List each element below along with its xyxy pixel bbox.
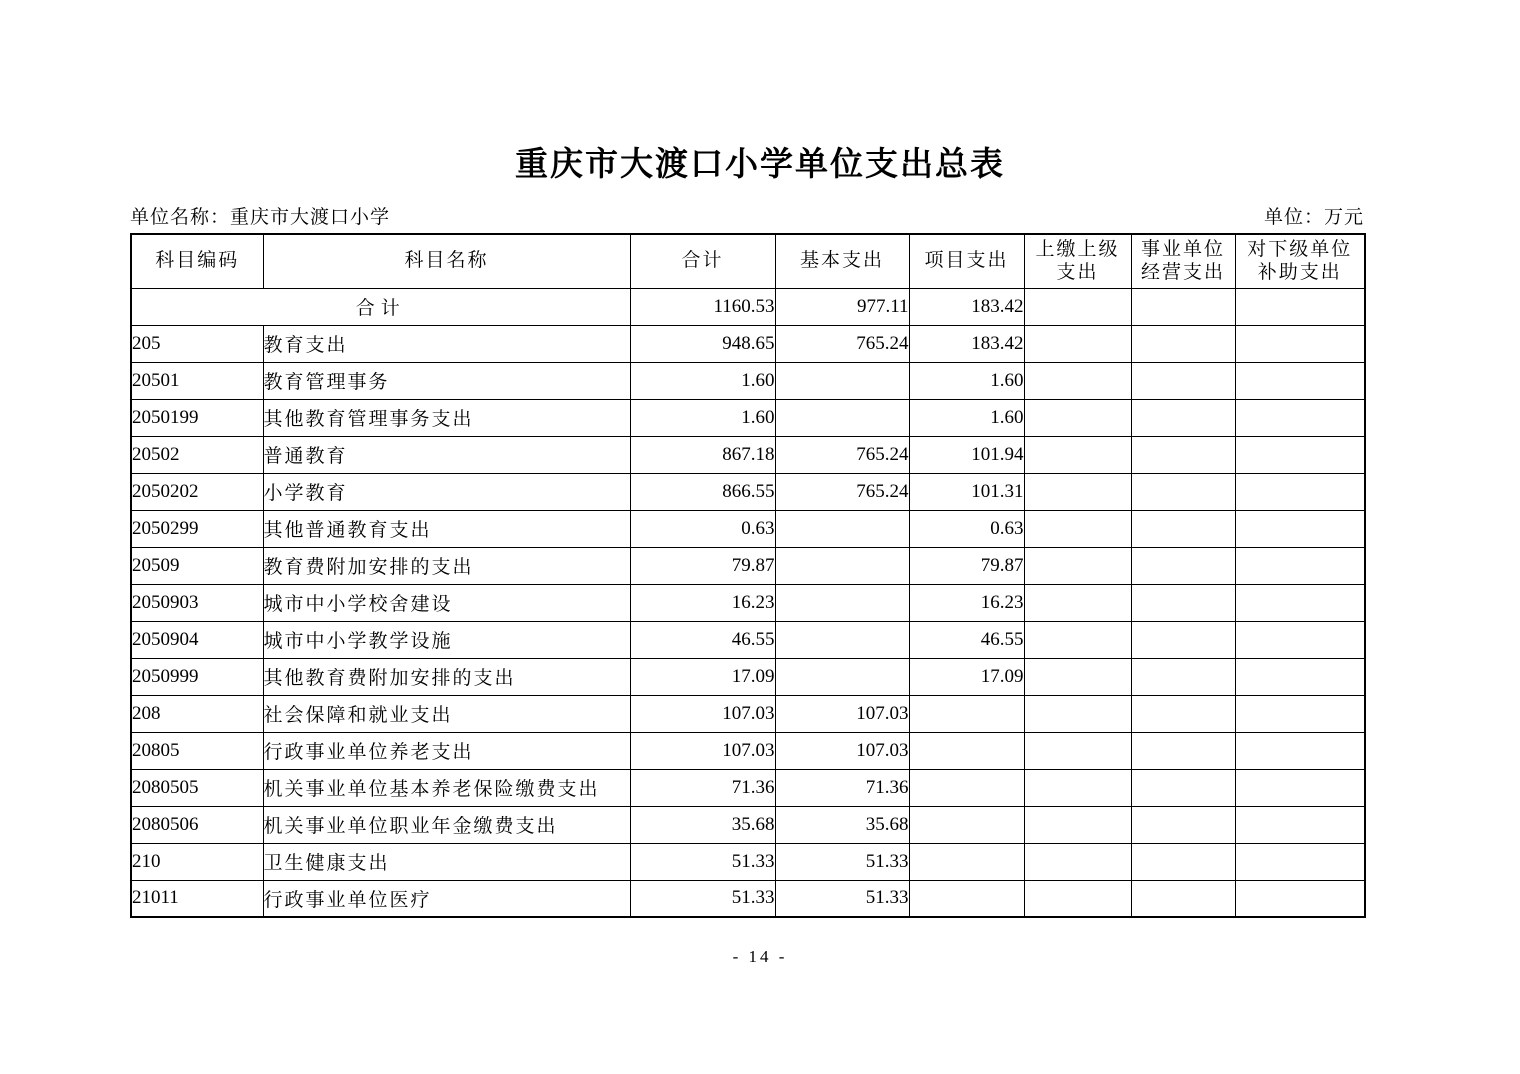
expenditure-summary-table: [130, 233, 1366, 918]
subject-code-cell: 20502: [131, 436, 263, 473]
project-expenditure-cell: 17.09: [909, 658, 1024, 695]
table-row: [131, 325, 1365, 362]
basic-expenditure-cell: [775, 584, 909, 621]
business-operation-cell: [1131, 843, 1235, 880]
basic-expenditure-cell: [775, 658, 909, 695]
basic-expenditure-cell: 71.36: [775, 769, 909, 806]
total-value-cell: 51.33: [630, 843, 775, 880]
header-subsidy-line2: 补助支出: [1257, 262, 1342, 284]
basic-expenditure-cell: [775, 621, 909, 658]
subject-code-cell: 2050999: [131, 658, 263, 695]
project-expenditure-cell: [909, 695, 1024, 732]
basic-expenditure-cell: 51.33: [775, 843, 909, 880]
business-operation-cell: [1131, 473, 1235, 510]
subject-name-cell: 教育支出: [263, 325, 630, 362]
upper-level-payment-cell: [1024, 880, 1131, 917]
unit-name-label: 单位名称：重庆市大渡口小学: [130, 207, 391, 228]
subsidy-cell: [1235, 362, 1365, 399]
subject-name-cell: 行政事业单位医疗: [263, 880, 630, 917]
project-expenditure-cell: 101.31: [909, 473, 1024, 510]
basic-expenditure-cell: 977.11: [775, 288, 909, 325]
table-row: [131, 658, 1365, 695]
subsidy-cell: [1235, 473, 1365, 510]
upper-level-payment-cell: [1024, 695, 1131, 732]
subject-name-cell: 社会保障和就业支出: [263, 695, 630, 732]
subsidy-cell: [1235, 288, 1365, 325]
subsidy-cell: [1235, 732, 1365, 769]
header-project-expenditure: 项目支出: [909, 234, 1024, 288]
header-upper-level-payment-line1: 上缴上级: [1035, 238, 1120, 260]
table-row: [131, 621, 1365, 658]
total-value-cell: 51.33: [630, 880, 775, 917]
table-row: [131, 695, 1365, 732]
business-operation-cell: [1131, 399, 1235, 436]
upper-level-payment-cell: [1024, 399, 1131, 436]
upper-level-payment-cell: [1024, 584, 1131, 621]
upper-level-payment-cell: [1024, 769, 1131, 806]
upper-level-payment-cell: [1024, 510, 1131, 547]
subject-code-cell: 2050199: [131, 399, 263, 436]
project-expenditure-cell: 0.63: [909, 510, 1024, 547]
business-operation-cell: [1131, 362, 1235, 399]
total-value-cell: 867.18: [630, 436, 775, 473]
subject-name-cell: 卫生健康支出: [263, 843, 630, 880]
business-operation-cell: [1131, 325, 1235, 362]
business-operation-cell: [1131, 769, 1235, 806]
header-total: 合计: [630, 234, 775, 288]
subsidy-cell: [1235, 880, 1365, 917]
business-operation-cell: [1131, 436, 1235, 473]
subject-code-cell: 20501: [131, 362, 263, 399]
basic-expenditure-cell: 107.03: [775, 695, 909, 732]
upper-level-payment-cell: [1024, 658, 1131, 695]
subject-name-cell: 教育费附加安排的支出: [263, 547, 630, 584]
table-row: [131, 473, 1365, 510]
header-subsidy-to-lower-units: [1235, 234, 1365, 288]
page-number: - 14 -: [732, 947, 788, 966]
subject-name-cell: 普通教育: [263, 436, 630, 473]
header-business-operation-expenditure: [1131, 234, 1235, 288]
subsidy-cell: [1235, 510, 1365, 547]
subsidy-cell: [1235, 621, 1365, 658]
subject-code-cell: 208: [131, 695, 263, 732]
upper-level-payment-cell: [1024, 732, 1131, 769]
total-value-cell: 79.87: [630, 547, 775, 584]
project-expenditure-cell: 183.42: [909, 288, 1024, 325]
header-upper-level-payment: [1024, 234, 1131, 288]
subsidy-cell: [1235, 806, 1365, 843]
project-expenditure-cell: 1.60: [909, 362, 1024, 399]
business-operation-cell: [1131, 658, 1235, 695]
table-row: [131, 732, 1365, 769]
project-expenditure-cell: [909, 732, 1024, 769]
subject-name-cell: 其他教育费附加安排的支出: [263, 658, 630, 695]
subject-code-cell: 21011: [131, 880, 263, 917]
project-expenditure-cell: [909, 769, 1024, 806]
subject-name-cell: 机关事业单位职业年金缴费支出: [263, 806, 630, 843]
unit-of-measure-label: 单位：万元: [1263, 207, 1364, 228]
header-basic-expenditure: 基本支出: [775, 234, 909, 288]
upper-level-payment-cell: [1024, 436, 1131, 473]
subject-name-cell: 其他普通教育支出: [263, 510, 630, 547]
total-value-cell: 107.03: [630, 732, 775, 769]
business-operation-cell: [1131, 732, 1235, 769]
upper-level-payment-cell: [1024, 621, 1131, 658]
subsidy-cell: [1235, 547, 1365, 584]
header-subject-code: 科目编码: [131, 234, 263, 288]
subject-name-cell: 教育管理事务: [263, 362, 630, 399]
total-row-label-cell: 合计: [131, 288, 630, 325]
table-row: [131, 880, 1365, 917]
table-row: [131, 547, 1365, 584]
subsidy-cell: [1235, 843, 1365, 880]
subject-code-cell: 20805: [131, 732, 263, 769]
page-title: 重庆市大渡口小学单位支出总表: [515, 145, 1005, 182]
project-expenditure-cell: 79.87: [909, 547, 1024, 584]
subsidy-cell: [1235, 436, 1365, 473]
subject-code-cell: 205: [131, 325, 263, 362]
business-operation-cell: [1131, 621, 1235, 658]
project-expenditure-cell: 101.94: [909, 436, 1024, 473]
project-expenditure-cell: 46.55: [909, 621, 1024, 658]
project-expenditure-cell: [909, 843, 1024, 880]
basic-expenditure-cell: [775, 399, 909, 436]
total-value-cell: 866.55: [630, 473, 775, 510]
table-row: [131, 510, 1365, 547]
total-value-cell: 35.68: [630, 806, 775, 843]
header-subject-name: 科目名称: [263, 234, 630, 288]
subsidy-cell: [1235, 584, 1365, 621]
project-expenditure-cell: 16.23: [909, 584, 1024, 621]
total-value-cell: 0.63: [630, 510, 775, 547]
total-value-cell: 16.23: [630, 584, 775, 621]
basic-expenditure-cell: 35.68: [775, 806, 909, 843]
subsidy-cell: [1235, 695, 1365, 732]
table-body: [131, 288, 1365, 917]
total-value-cell: 17.09: [630, 658, 775, 695]
subsidy-cell: [1235, 769, 1365, 806]
header-upper-level-payment-line2: 支出: [1056, 262, 1099, 284]
info-line: [130, 202, 1364, 229]
subject-name-cell: 小学教育: [263, 473, 630, 510]
business-operation-cell: [1131, 880, 1235, 917]
project-expenditure-cell: 183.42: [909, 325, 1024, 362]
project-expenditure-cell: 1.60: [909, 399, 1024, 436]
total-value-cell: 46.55: [630, 621, 775, 658]
table-header-row: [131, 234, 1365, 288]
upper-level-payment-cell: [1024, 288, 1131, 325]
table-row: [131, 436, 1365, 473]
subject-name-cell: 行政事业单位养老支出: [263, 732, 630, 769]
total-value-cell: 1.60: [630, 399, 775, 436]
basic-expenditure-cell: 107.03: [775, 732, 909, 769]
subject-code-cell: 2050904: [131, 621, 263, 658]
table-row: [131, 769, 1365, 806]
basic-expenditure-cell: [775, 547, 909, 584]
header-subsidy-line1: 对下级单位: [1247, 238, 1353, 260]
subject-name-cell: 城市中小学校舍建设: [263, 584, 630, 621]
business-operation-cell: [1131, 584, 1235, 621]
table-row: [131, 806, 1365, 843]
business-operation-cell: [1131, 510, 1235, 547]
total-value-cell: 948.65: [630, 325, 775, 362]
subject-code-cell: 210: [131, 843, 263, 880]
upper-level-payment-cell: [1024, 843, 1131, 880]
subject-code-cell: 2050299: [131, 510, 263, 547]
total-value-cell: 71.36: [630, 769, 775, 806]
subsidy-cell: [1235, 658, 1365, 695]
subject-code-cell: 2080505: [131, 769, 263, 806]
basic-expenditure-cell: [775, 510, 909, 547]
basic-expenditure-cell: [775, 362, 909, 399]
upper-level-payment-cell: [1024, 325, 1131, 362]
subject-name-cell: 机关事业单位基本养老保险缴费支出: [263, 769, 630, 806]
subject-name-cell: 其他教育管理事务支出: [263, 399, 630, 436]
subject-code-cell: 2080506: [131, 806, 263, 843]
basic-expenditure-cell: 765.24: [775, 473, 909, 510]
basic-expenditure-cell: 765.24: [775, 436, 909, 473]
subject-code-cell: 2050903: [131, 584, 263, 621]
table-row: [131, 584, 1365, 621]
total-value-cell: 1160.53: [630, 288, 775, 325]
business-operation-cell: [1131, 288, 1235, 325]
total-value-cell: 1.60: [630, 362, 775, 399]
project-expenditure-cell: [909, 806, 1024, 843]
basic-expenditure-cell: 765.24: [775, 325, 909, 362]
business-operation-cell: [1131, 806, 1235, 843]
total-value-cell: 107.03: [630, 695, 775, 732]
table-row: [131, 843, 1365, 880]
table-row: [131, 362, 1365, 399]
project-expenditure-cell: [909, 880, 1024, 917]
upper-level-payment-cell: [1024, 362, 1131, 399]
business-operation-cell: [1131, 547, 1235, 584]
header-business-operation-line1: 事业单位: [1140, 238, 1225, 260]
upper-level-payment-cell: [1024, 547, 1131, 584]
header-business-operation-line2: 经营支出: [1140, 262, 1225, 284]
subsidy-cell: [1235, 399, 1365, 436]
table-row: [131, 288, 1365, 325]
subsidy-cell: [1235, 325, 1365, 362]
basic-expenditure-cell: 51.33: [775, 880, 909, 917]
table-row: [131, 399, 1365, 436]
business-operation-cell: [1131, 695, 1235, 732]
subject-name-cell: 城市中小学教学设施: [263, 621, 630, 658]
upper-level-payment-cell: [1024, 806, 1131, 843]
subject-code-cell: 20509: [131, 547, 263, 584]
upper-level-payment-cell: [1024, 473, 1131, 510]
subject-code-cell: 2050202: [131, 473, 263, 510]
